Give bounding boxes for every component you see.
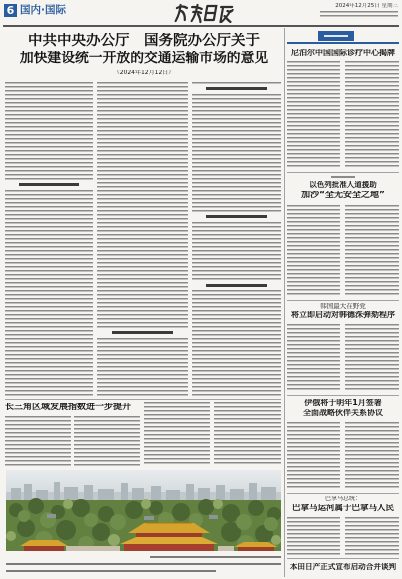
korea-headline: 将立即启动对韩德洙弹劾程序 (291, 311, 395, 319)
masthead-glyph-4 (218, 7, 233, 22)
iran-russia-body-column-1 (287, 422, 340, 490)
subhead-line (206, 215, 267, 218)
israel-body-column-2 (345, 205, 399, 297)
nepal-body-column-1 (287, 61, 340, 169)
palace-base-wall (124, 544, 214, 551)
main-article-body-column-1 (5, 82, 93, 396)
page-number-badge: 6 (4, 4, 17, 17)
column-tag-label-line (324, 35, 348, 37)
masthead-glyph-3 (205, 6, 216, 20)
korea-body-column-2 (345, 324, 399, 392)
israel-headline-line-2: 加沙“全无安全之地” (301, 191, 385, 200)
korea-body-column-1 (287, 324, 340, 392)
israel-body-column-1 (287, 205, 340, 297)
header-rule (3, 25, 399, 27)
photo-caption-line (150, 556, 281, 558)
column-divider (284, 28, 285, 577)
courtyard-ground (66, 546, 120, 551)
israel-headline-line-1: 以色列批准人道援助 (309, 181, 377, 189)
honda-headline: 本田日产正式宣布启动合并谈判 (289, 563, 397, 571)
subhead-line (206, 284, 267, 287)
masthead-logo (172, 2, 234, 24)
section-divider (5, 399, 281, 400)
subhead-line (112, 331, 174, 334)
editor-credit-lines (320, 11, 398, 19)
subhead-line (19, 183, 79, 186)
main-article-subhead (5, 180, 93, 188)
regional-body-column-1 (5, 416, 71, 466)
iran-russia-body-column-2 (345, 422, 399, 490)
column-tag (318, 31, 354, 41)
story-divider (287, 558, 399, 559)
news-photo (6, 470, 281, 551)
masthead-brush-strokes (174, 5, 233, 22)
panama-kicker: 巴拿马总统： (324, 496, 361, 502)
regional-body-column-2 (74, 416, 140, 466)
courtyard-ground (218, 546, 234, 551)
main-article-subhead (192, 84, 281, 92)
main-article-subhead (192, 281, 281, 289)
main-article-body-column-3 (192, 82, 281, 396)
masthead-glyph-2 (189, 5, 203, 22)
korea-kicker: 韩国最大在野党 (320, 303, 366, 310)
panama-headline: 巴拿马运河属于巴拿马人民 (291, 504, 394, 513)
main-article-subhead (192, 212, 281, 220)
main-article-subhead (97, 328, 188, 336)
story-divider (287, 493, 399, 494)
israel-byline-line (331, 176, 355, 178)
main-article-dateline: （2024年12月12日） (113, 70, 175, 76)
regional-body-column-4 (214, 402, 281, 466)
nepal-headline: 尼泊尔中国国际诊疗中心揭牌 (291, 49, 395, 57)
section-label: 国内·国际 (20, 4, 66, 16)
photo-caption-line (6, 570, 216, 572)
story-divider (287, 395, 399, 396)
panama-body-column-2 (345, 517, 399, 555)
main-headline-line-1: 中共中央办公厅 国务院办公厅关于 (28, 33, 260, 49)
main-headline-line-2: 加快建设统一开放的交通运输市场的意见 (19, 51, 269, 66)
side-hall-wall-left (24, 546, 64, 551)
photo-caption-line (6, 563, 281, 565)
iran-russia-headline-line-1: 伊俄将于明年1月签署 (304, 399, 382, 407)
panama-body-column-1 (287, 517, 340, 555)
iran-russia-headline-line-2: 全面战略伙伴关系协议 (303, 409, 383, 417)
issue-date: 2024年12月25日 星期三 (335, 3, 398, 9)
regional-headline: 长三角区域发展指数进一步提升 (5, 403, 132, 412)
palace-lower-roof (120, 537, 218, 544)
nepal-body-column-2 (345, 61, 399, 169)
masthead-glyph-1 (175, 5, 188, 21)
column-tag-rule (287, 42, 399, 44)
regional-body-column-3 (144, 402, 210, 466)
story-divider (287, 300, 399, 301)
side-hall-wall-right (238, 547, 274, 551)
main-article-body-column-2 (97, 82, 188, 396)
story-divider (287, 172, 399, 173)
subhead-line (206, 87, 267, 90)
